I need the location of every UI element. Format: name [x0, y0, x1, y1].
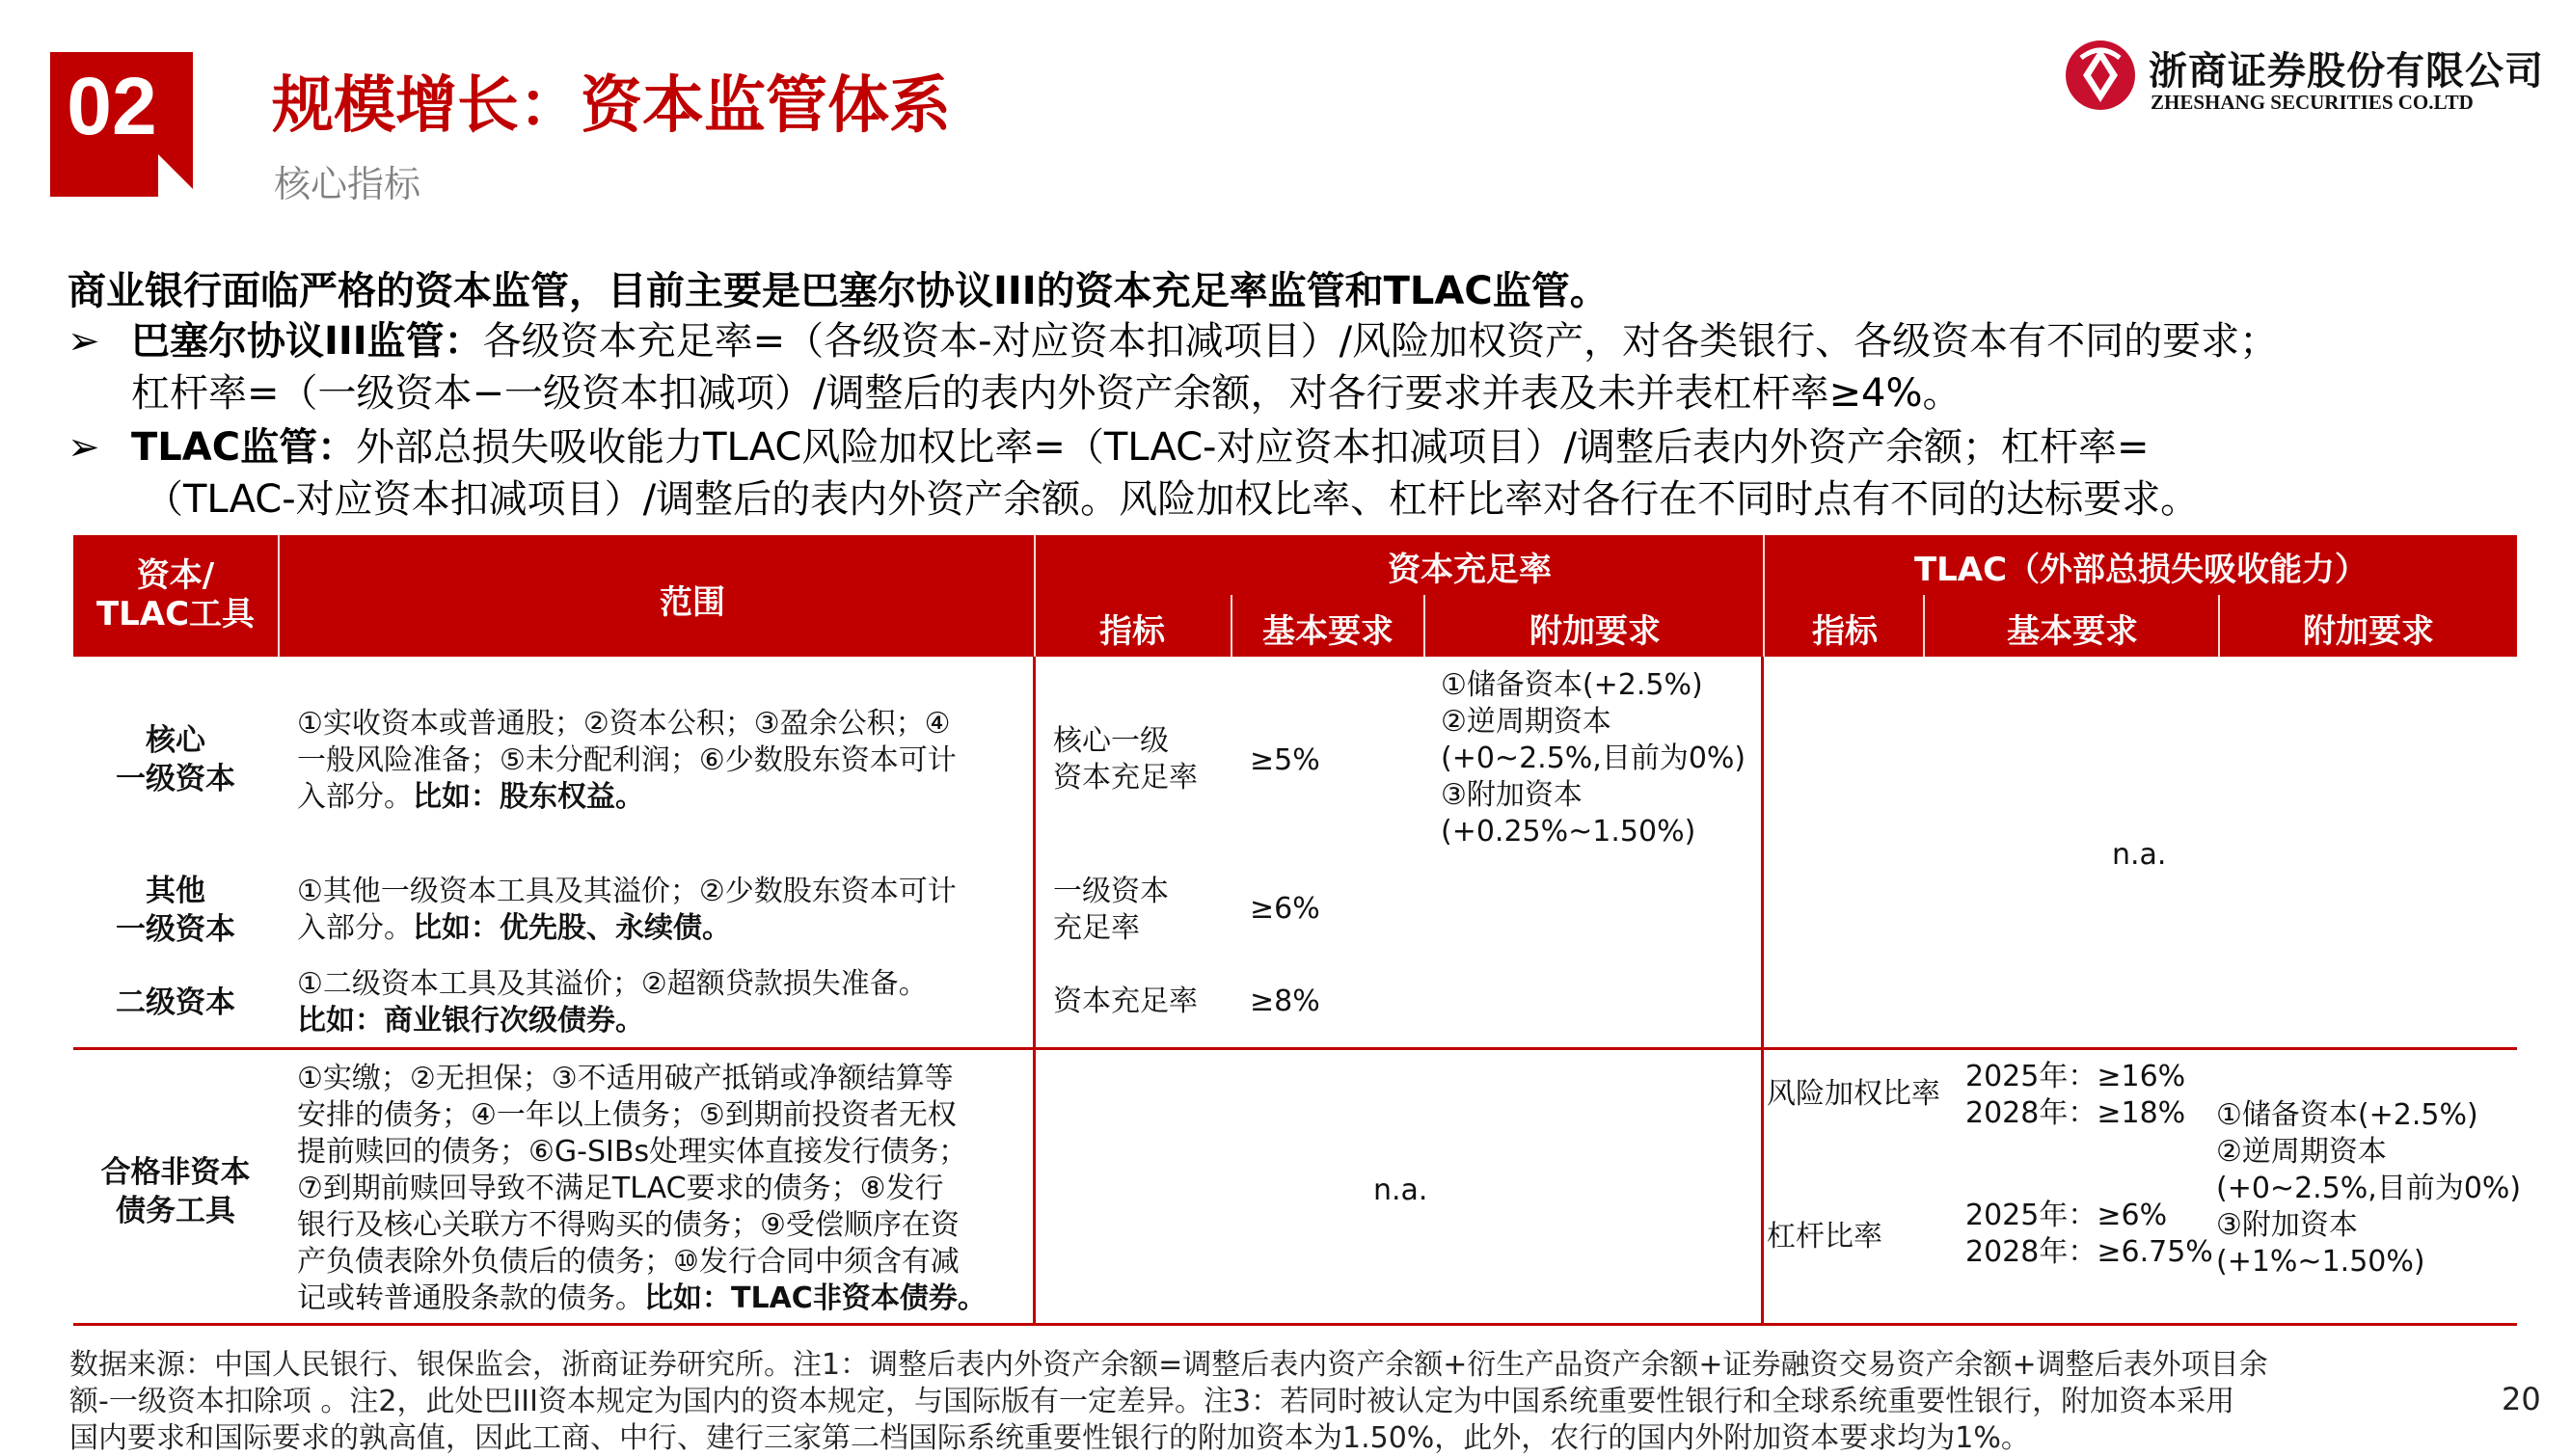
- bullet-tlac-line1: 外部总损失吸收能力TLAC风险加权比率=（TLAC-对应资本扣减项目）/调整后表内外资产余额；杠杆率=: [356, 425, 2150, 470]
- table-divider: [1761, 657, 1764, 1324]
- cet1-indicator: [1053, 723, 1198, 796]
- page-subtitle: 核心指标: [274, 163, 421, 205]
- t2-basic: ≥8%: [1250, 984, 1320, 1018]
- tlac-additional: [2216, 1097, 2521, 1281]
- scope-text: 记或转普通股条款的债务。: [297, 1281, 644, 1315]
- row-label-line: 债务工具: [116, 1194, 235, 1228]
- scope-example: 比如：股东权益。: [413, 780, 644, 814]
- bullet-arrow-icon: ➢: [68, 319, 100, 364]
- additional-line: ①储备资本(+2.5%): [1441, 668, 1703, 702]
- bullet-tlac-line2: （TLAC-对应资本扣减项目）/调整后的表内外资产余额。风险加权比率、杠杆比率对各行在不同时点有不同的达标要求。: [145, 477, 2200, 522]
- intro-lead: 商业银行面临严格的资本监管，目前主要是巴塞尔协议III的资本充足率监管和TLAC监管。: [68, 269, 1609, 313]
- header-basic: 基本要求: [1262, 612, 1394, 651]
- footnote-line3: 国内要求和国际要求的孰高值，因此工商、中行、建行三家第二档国际系统重要性银行的附加资本为1.50%，此外，农行的国内外附加资本要求均为1%。: [69, 1421, 2030, 1455]
- basic-line: 2028年：≥6.75%: [1965, 1235, 2213, 1269]
- header-tlac-basic: 基本要求: [2007, 612, 2138, 651]
- bullet-tlac: [68, 417, 2150, 472]
- additional-line: ③附加资本: [1441, 778, 1583, 812]
- header-indicator: 指标: [1099, 612, 1165, 651]
- header-tlac-indicator: 指标: [1812, 612, 1878, 651]
- scope-line: 一般风险准备；⑤未分配利润；⑥少数股东资本可计: [297, 743, 957, 777]
- page-number: 20: [2502, 1381, 2541, 1417]
- tlac-na-capital: n.a.: [2112, 838, 2167, 872]
- tlac-rw-indicator: 风险加权比率: [1767, 1077, 1940, 1111]
- table-header: [73, 535, 2517, 657]
- bullet-basel-label: 巴塞尔协议III监管：: [131, 319, 483, 364]
- tlac-lev-indicator: 杠杆比率: [1767, 1220, 1882, 1254]
- row-label-line: 合格非资本: [100, 1155, 251, 1190]
- scope-line: ①实收资本或普通股；②资本公积；③盈余公积；④: [297, 707, 951, 741]
- footnote-line1: 数据来源：中国人民银行、银保监会，浙商证券研究所。注1：调整后表内外资产余额=调整后表内资产余额+衍生产品资产余额+证券融资交易资产余额+调整后表外项目余: [69, 1348, 2268, 1382]
- header-tlac-additional: 附加要求: [2303, 612, 2434, 651]
- scope-line: 银行及核心关联方不得购买的债务；⑨受偿顺序在资: [297, 1208, 960, 1242]
- section-number: 02: [67, 61, 157, 151]
- scope-line: ①实缴；②无担保；③不适用破产抵销或净额结算等: [297, 1062, 954, 1095]
- basic-line: 2025年：≥16%: [1965, 1060, 2186, 1093]
- header-scope: 范围: [660, 583, 725, 622]
- tlac-scope: [297, 1061, 1030, 1317]
- table-row-label-tlac: [73, 1153, 278, 1230]
- page-title: 规模增长：资本监管体系: [272, 70, 951, 142]
- indicator-line: 充足率: [1053, 911, 1140, 945]
- row-label-line: 一级资本: [116, 912, 235, 947]
- cet1-additional: [1441, 667, 1746, 850]
- scope-line: [297, 910, 1030, 947]
- table-bottom-border: [73, 1323, 2517, 1326]
- row-label-line: 其他: [146, 874, 205, 908]
- t2-indicator: 资本充足率: [1053, 984, 1198, 1018]
- header-tlac-group: TLAC（外部总损失吸收能力）: [1913, 551, 2368, 589]
- table-row-label-cet1: [73, 721, 278, 798]
- header-tool: [73, 556, 278, 634]
- bullet-basel-line1: 各级资本充足率=（各级资本-对应资本扣减项目）/风险加权资产，对各类银行、各级资本有不同的要求；: [482, 319, 2279, 364]
- header-additional: 附加要求: [1529, 612, 1661, 651]
- header-tool-line2: TLAC工具: [95, 595, 256, 634]
- table-row-label-at1: [73, 872, 278, 949]
- bullet-arrow-icon: ➢: [68, 425, 100, 470]
- row-label-line: 核心: [146, 723, 205, 758]
- footnote-line2: 额-一级资本扣除项 。注2，此处巴III资本规定为国内的资本规定，与国际版有一定差异。注3：若同时被认定为中国系统重要性银行和全球系统重要性银行，附加资本采用: [69, 1385, 2235, 1418]
- bullet-tlac-label: TLAC监管：: [131, 425, 357, 470]
- header-divider: [278, 535, 280, 657]
- additional-line: ③附加资本: [2216, 1208, 2358, 1242]
- basic-line: 2025年：≥6%: [1965, 1199, 2168, 1232]
- scope-text: 入部分。: [297, 780, 413, 814]
- row-label-line: 一级资本: [116, 762, 235, 796]
- tlac-lev-basic: [1965, 1198, 2213, 1271]
- scope-line: 安排的债务；④一年以上债务；⑤到期前投资者无权: [297, 1098, 957, 1132]
- indicator-line: 一级资本: [1053, 875, 1169, 908]
- header-divider: [1034, 535, 1036, 657]
- scope-line: [297, 1281, 1030, 1317]
- company-name-cn: 浙商证券股份有限公司: [2149, 48, 2544, 94]
- additional-line: ①储备资本(+2.5%): [2216, 1098, 2478, 1132]
- section-badge-notch: [158, 154, 201, 197]
- header-car-group: 资本充足率: [1388, 551, 1552, 589]
- company-logo-icon: [2064, 39, 2137, 112]
- t2-scope: [297, 966, 1030, 1039]
- scope-line: ①二级资本工具及其溢价；②超额贷款损失准备。: [297, 967, 928, 1001]
- bullet-basel-line2: 杠杆率=（一级资本−一级资本扣减项）/调整后的表内外资产余额，对各行要求并表及未并表杠杆率≥4%。: [131, 371, 1962, 416]
- header-divider: [1423, 595, 1425, 657]
- scope-text: 入部分。: [297, 911, 413, 945]
- at1-indicator: [1053, 874, 1169, 947]
- additional-line: (+1%~1.50%): [2216, 1245, 2425, 1279]
- header-divider: [2218, 595, 2220, 657]
- scope-line: 提前赎回的债务；⑥G-SIBs处理实体直接发行债务；: [297, 1135, 968, 1169]
- indicator-line: 核心一级: [1053, 724, 1169, 758]
- cet1-basic: ≥5%: [1250, 743, 1320, 777]
- additional-line: ②逆周期资本: [1441, 705, 1611, 739]
- additional-line: (+0~2.5%,目前为0%): [2216, 1172, 2522, 1205]
- table-row-label-t2: 二级资本: [116, 985, 235, 1020]
- tlac-car-na: n.a.: [1373, 1173, 1428, 1207]
- basic-line: 2028年：≥18%: [1965, 1096, 2186, 1130]
- scope-line: ⑦到期前赎回导致不满足TLAC要求的债务；⑧发行: [297, 1172, 944, 1205]
- at1-scope: [297, 874, 1030, 947]
- additional-line: ②逆周期资本: [2216, 1135, 2387, 1169]
- header-divider: [1923, 595, 1925, 657]
- header-divider: [1231, 595, 1232, 657]
- header-divider: [1763, 535, 1765, 657]
- additional-line: (+0.25%~1.50%): [1441, 815, 1696, 849]
- scope-example: 比如：商业银行次级债券。: [297, 1004, 644, 1038]
- table-divider: [1033, 657, 1036, 1324]
- scope-example: 比如：TLAC非资本债券。: [644, 1281, 987, 1315]
- table-row-divider: [73, 1047, 2517, 1050]
- scope-line: ①其他一级资本工具及其溢价；②少数股东资本可计: [297, 875, 957, 908]
- at1-basic: ≥6%: [1250, 892, 1320, 926]
- tlac-rw-basic: [1965, 1059, 2185, 1132]
- cet1-scope: [297, 706, 1030, 816]
- bullet-basel: [68, 310, 2278, 365]
- scope-example: 比如：优先股、永续债。: [413, 911, 731, 945]
- indicator-line: 资本充足率: [1053, 761, 1198, 795]
- company-name-en: ZHESHANG SECURITIES CO.LTD: [2151, 91, 2474, 114]
- scope-line: 产负债表除外负债后的债务；⑩发行合同中须含有减: [297, 1245, 960, 1279]
- scope-line: [297, 779, 1030, 816]
- header-tool-line1: 资本/: [136, 556, 215, 595]
- additional-line: (+0~2.5%,目前为0%): [1441, 741, 1746, 775]
